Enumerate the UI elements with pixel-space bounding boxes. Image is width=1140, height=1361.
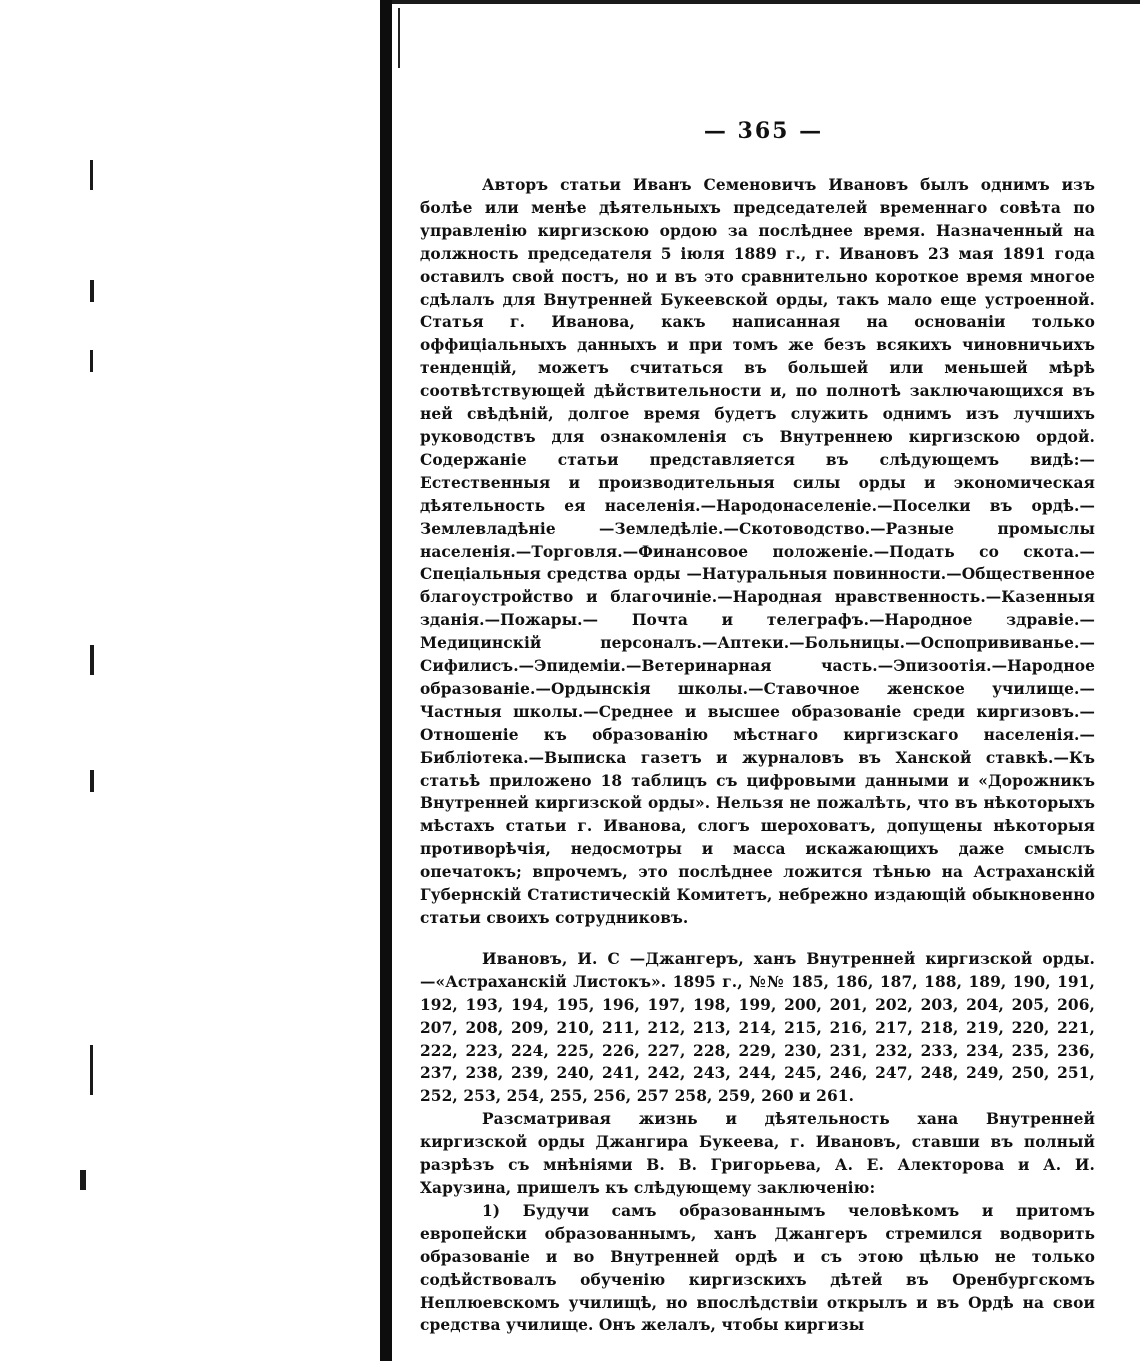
scan-mark <box>90 770 94 792</box>
paragraph-bibliography-entry: Ивановъ, И. С —Джангеръ, ханъ Внутренней киргизской орды.—«Астраханскій Листокъ». 1895 г., №№ 185, 186, 187, 188, 189, 190, 191, 192, 193, 194, 195, 196, 197, 198, 199, 200, 201, 202, 203, 204, 205, 206, 207, 208, 209, 210, 211, 212, 213, 214, 215, 216, 217, 218, 219, 220, 221, 222, 223, 224, 225, 226, 227, 228, 229, 230, 231, 232, 233, 234, 235, 236, 237, 238, 239, 240, 241, 242, 243, 244, 245, 246, 247, 248, 249, 250, 251, 252, 253, 254, 255, 256, 257 258, 259, 260 и 261. <box>420 949 1095 1106</box>
scan-mark <box>80 1170 86 1190</box>
paragraph-point-1: 1) Будучи самъ образованнымъ человѣкомъ и притомъ европейски образованнымъ, ханъ Джангеръ стремился водворить образованіе и во Внутренней ордѣ и съ этою цѣлью не только содѣйствовалъ обученію киргизскихъ дѣтей въ Оренбургскомъ Неплюевскомъ училищѣ, но впослѣдствіи открылъ и въ Ордѣ на свои средства училище. Онъ желалъ, чтобы киргизы <box>420 1201 1095 1335</box>
scan-mark <box>90 1045 93 1095</box>
scan-mark <box>90 160 93 190</box>
page-number: — 365 — <box>703 118 824 144</box>
book-spine <box>380 0 392 1361</box>
page-top-edge <box>392 0 1140 4</box>
gutter-line <box>398 8 400 68</box>
scan-mark <box>90 350 93 372</box>
book-page <box>420 118 1095 1337</box>
paragraph-review: Авторъ статьи Иванъ Семеновичъ Ивановъ былъ однимъ изъ болѣе или менѣе дѣятельныхъ председателей временнаго совѣта по управленію киргизскою ордою за послѣднее время. Назначенный на должность председателя 5 іюля 1889 г., г. Ивановъ 23 мая 1891 года оставилъ свой постъ, но и въ это сравнительно короткое время многое сдѣлалъ для Внутренней Букеевской орды, такъ мало еще устроенной. Статья г. Иванова, какъ написанная на основаніи только оффиціальныхъ данныхъ и при томъ же безъ всякихъ чиновничьихъ тенденцій, можетъ считаться въ большей или меньшей мѣрѣ соотвѣтствующей дѣйствительности и, по полнотѣ заключающихся въ ней свѣдѣній, долгое время будетъ служить однимъ изъ лучшихъ руководствъ для ознакомленія съ Внутреннею киргизскою ордой. Содержаніе статьи представляется въ слѣдующемъ видѣ:—Естественныя и производительныя силы орды и экономическая дѣятельность ея населенія.—Народонаселеніе.—Поселки въ ордѣ.—Землевладѣніе —Земледѣліе.—Скотоводство.—Разные промыслы населенія.—Торговля.—Финансовое положеніе.—Подать со скота.—Спеціальныя средства орды —Натуральныя повинности.—Общественное благоустройство и благочиніе.—Народная нравственность.—Казенныя зданія.—Пожары.— Почта и телеграфъ.—Народное здравіе.—Медицинскій персоналъ.—Аптеки.—Больницы.—Оспопрививанье.—Сифилисъ.—Эпидеміи.—Ветеринарная часть.—Эпизоотія.—Народное образованіе.—Ордынскія школы.—Ставочное женское училище.—Частныя школы.—Среднее и высшее образованіе среди киргизовъ.—Отношеніе къ образованію мѣстнаго киргизскаго населенія.—Библіотека.—Выписка газетъ и журналовъ въ Ханской ставкѣ.—Къ статьѣ приложено 18 таблицъ съ цифровыми данными и «Дорожникъ Внутренней киргизской орды». Нельзя не пожалѣть, что въ нѣкоторыхъ мѣстахъ статьи г. Иванова, слогъ шероховатъ, допущены нѣкоторыя противорѣчія, недосмотры и масса искажающихъ даже смыслъ опечатокъ; впрочемъ, это послѣднее ложится тѣнью на Астраханскій Губернскій Статистическій Комитетъ, небрежно издающій обыкновенно статьи своихъ сотрудниковъ. <box>420 176 1095 927</box>
paragraph-summary: Разсматривая жизнь и дѣятельность хана Внутренней киргизской орды Джангира Букеева, г. Ивановъ, ставши въ полный разрѣзъ съ мнѣніями В. В. Григорьева, А. Е. Алекторова и А. И. Харузина, пришелъ къ слѣдующему заключенію: <box>420 1110 1095 1197</box>
scan-mark <box>90 645 94 675</box>
scan-mark <box>90 280 94 302</box>
